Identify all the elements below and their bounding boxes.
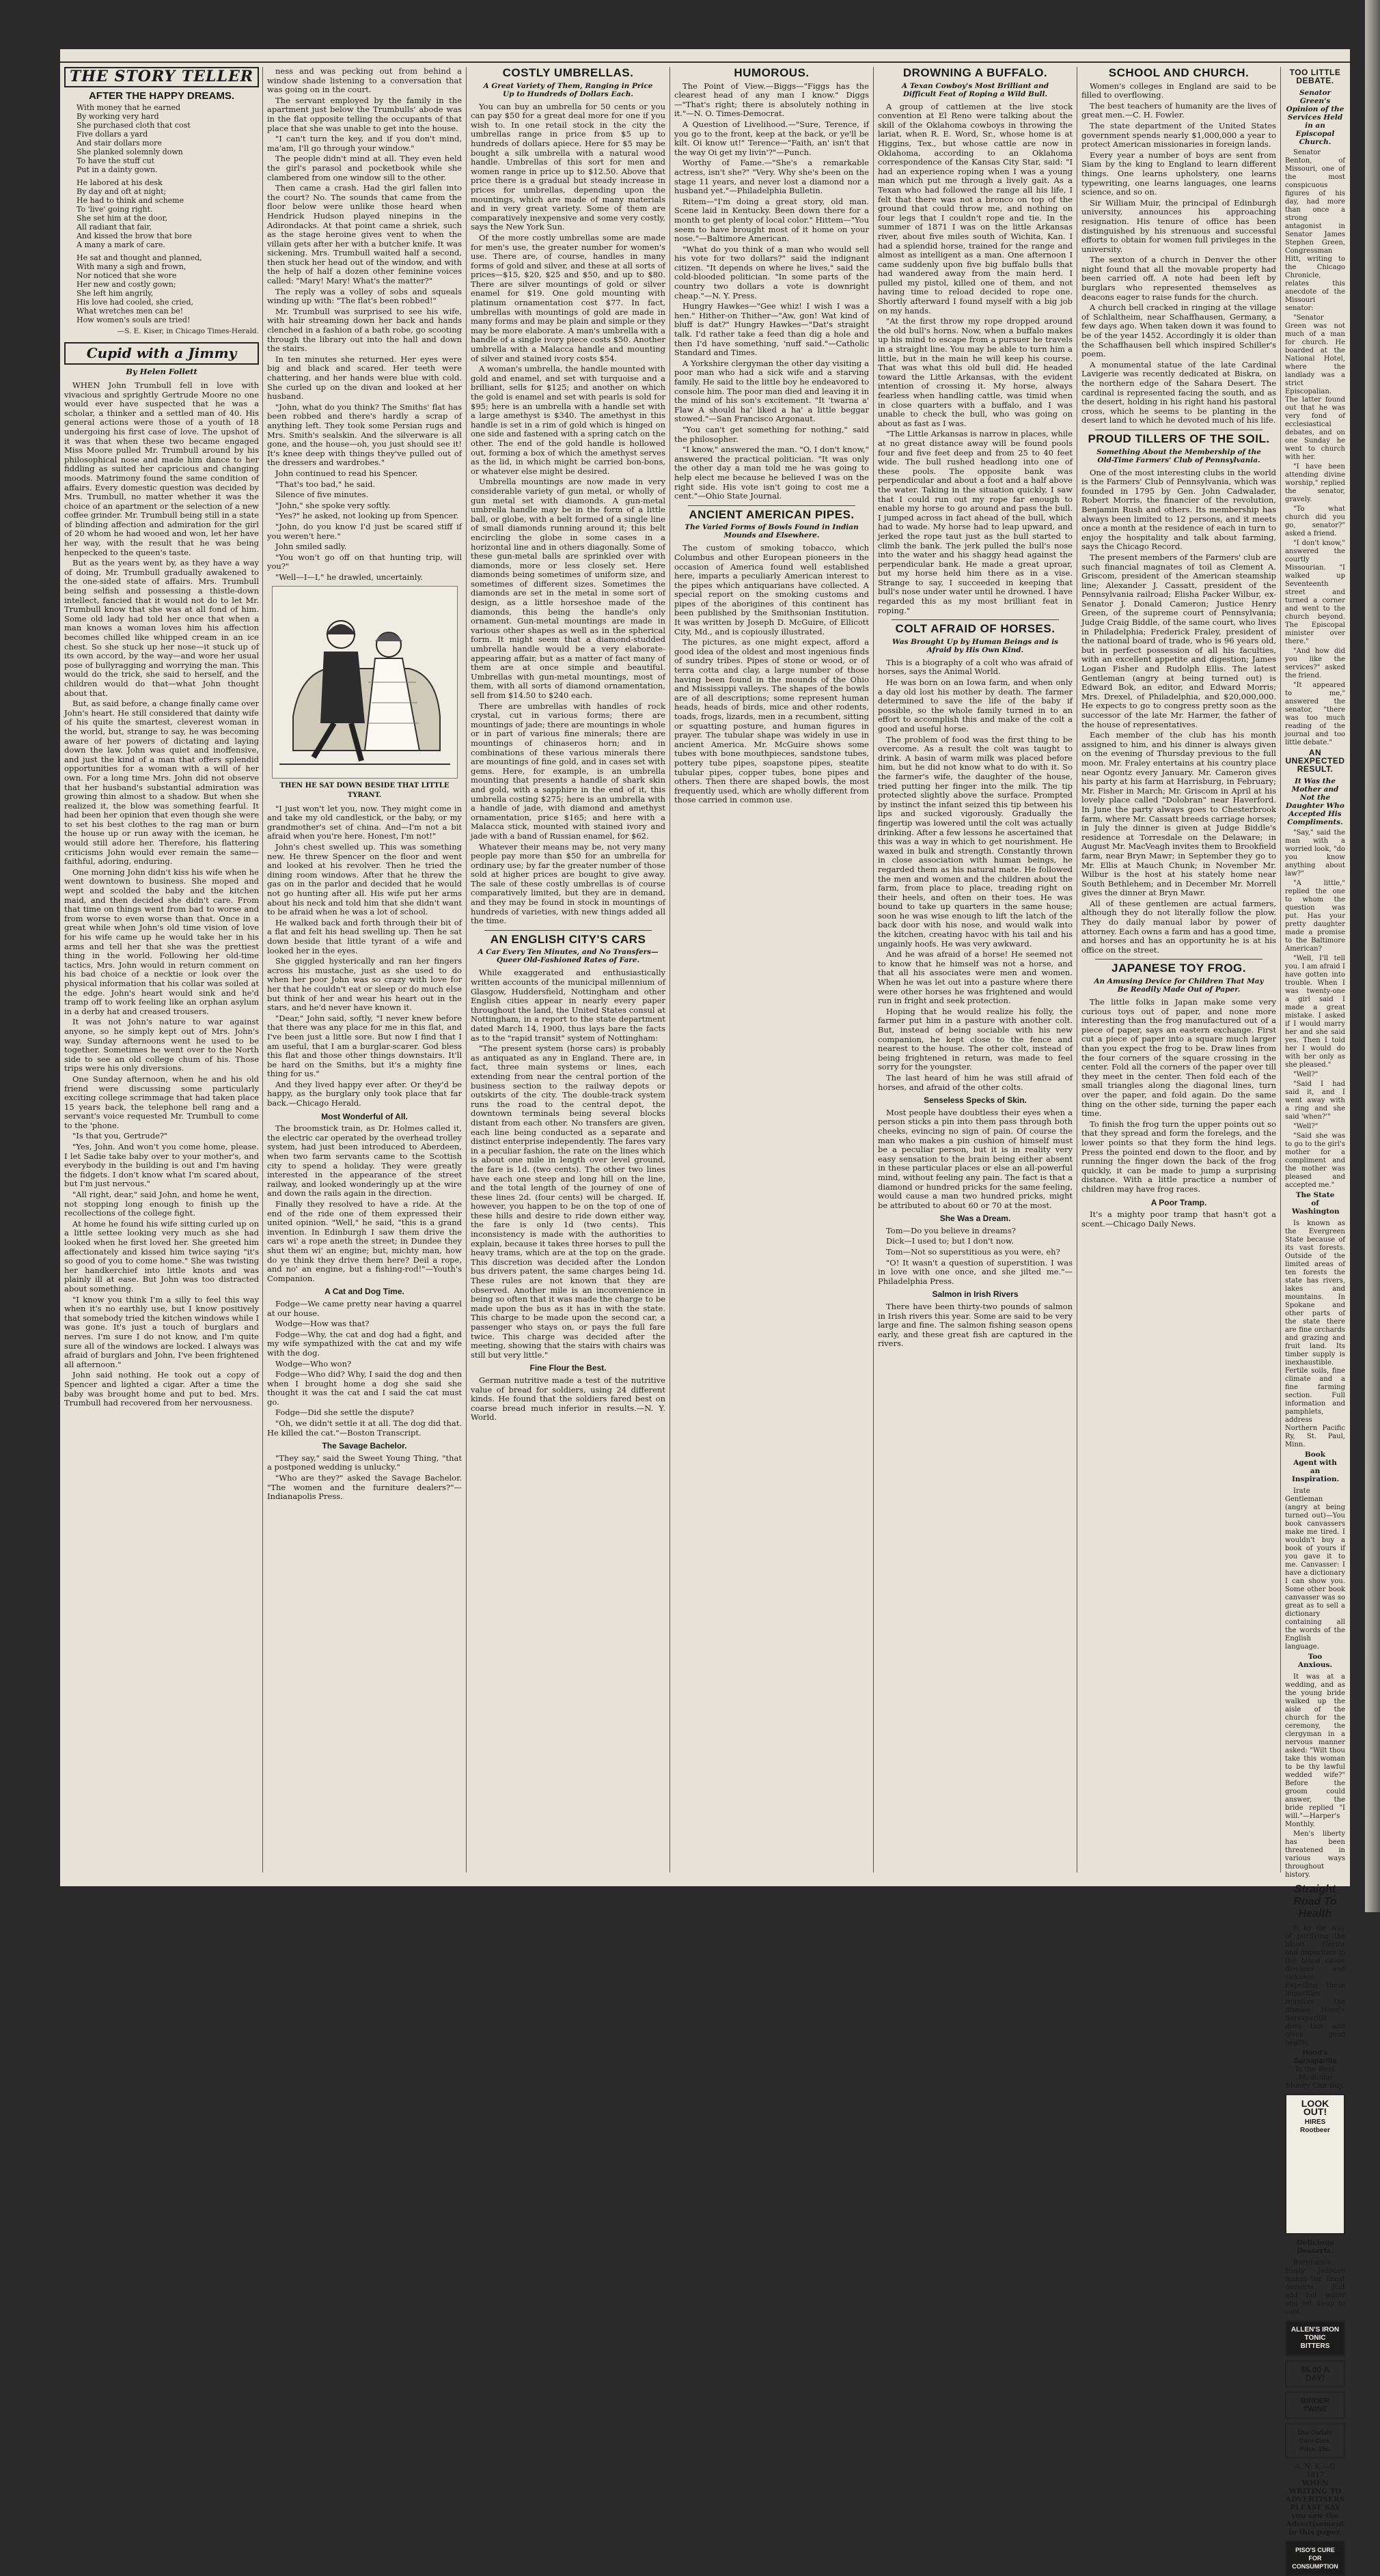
bachelor-paragraph: "They say," said the Sweet Young Thing, "that a postponed wedding is unlucky." [267, 1453, 462, 1472]
english-cars-paragraph: While exaggerated and enthusiastically written accounts of the municipal millennium of Glasgow, Huddersfield, Nottingham and other English cities appear in nearly every paper throughout the land, the United States consul at Nottingham, in a report to the state department dated March 14, 1900, thus lays bare the facts as to the "rapid transit" system of Nottingham: [471, 968, 665, 1043]
specks-title: Senseless Specks of Skin. [924, 1095, 1027, 1106]
story-paragraph: "I know you think I'm a silly to feel this way when it's no earthly use, but I know positively that somebody tried the kitchen windows while I was gone. It's just a touch of burglars and nerves. I'm sure I do not know, and I'm quite sure all of the windows are locked. I always was afraid of burglars and John, I've been frightened all afternoon." [64, 1294, 259, 1369]
fine-flour-body: German nutritive made a test of the nutritive value of bread for soldiers, using 24 different kinds. He found that the soldiers fared best on coarse bread much inferior in results.—N. Y. World. [471, 1375, 665, 1423]
wonder-paragraph: Finally they resolved to have a ride. At the end of the ride one of them expressed their united opinion. "Well," he said, "this is a grand invention. In Edinburgh I saw them drive the cars wi' a rope aneth the street; in Dundee they shut them wi' an engine; but, michty man, how do ye think they drive them here? Deil a rope, and no' an engine, but a fishing-rod!"—Youth's Companion. [267, 1199, 462, 1283]
allens-iron-ad: ALLEN'S IRON TONIC BITTERS [1285, 2321, 1345, 2356]
couple-illustration [273, 587, 457, 778]
dream-title: She Was a Dream. [939, 1214, 1011, 1224]
humorous-title: HUMOROUS. [734, 66, 810, 79]
column-divider [873, 67, 874, 1873]
pipes-title: ANCIENT AMERICAN PIPES. [689, 507, 855, 521]
salmon-title: Salmon in Irish Rivers [932, 1289, 1019, 1300]
debate-paragraph: "Senator Green was not much of a man for church. He boarded at the National Hotel, where the landlady was a strict Episcopalian. The latter found out that he was very fond of ecclesiastical debates, and on one Sunday he went to church with her. [1285, 314, 1345, 461]
story-paragraph: The people didn't mind at all. They even held the girl's parasol and pocketbook while she clambered from one window sill to the other. [267, 154, 462, 182]
story-ending [267, 804, 462, 1108]
dream-body [878, 1227, 1073, 1287]
story-paragraph: WHEN John Trumbull fell in love with vivacious and sprightly Gertrude Moore no one would ever have suspected that he was a scholar, a thinker and a settled man of 40. His general actions were those of a youth of 18 undergoing his first case of love. The upshot of it was that when these two became engaged Miss Moore pulled Mr. Trumbull around by his philosophical nose and made him dance to her fiddling as suited her capricious and changing moods. Matrimony found the same condition of affairs. Every domestic question was decided by Mrs. Trumbull, no matter whether it was the choice of an apartment or the selection of a new coffee grinder. Mr. Trumbull being still in a state of blinding affection and admiration for the girl of 20 whom he had wooed and won, let her have her way, with the result that he was being henpecked to the queen's taste. [64, 380, 259, 557]
buffalo-paragraph: "The Little Arkansas is narrow in places, while at no great distance away will be found pools four and five feet deep and from 25 to 40 feet wide. The bull rushed headlong into one of these pools. The opposite bank was perpendicular and about a foot and a half above the water. Taking in the situation quickly, I saw that I could run out my rope far enough to enable my horse to go around and pass the bull. I jumped across in fact ahead of the bull, which had to wade. My horse had to leap upward, and jerked the rope taut just as the bull started to climb the bank. The jerk pulled the bull's nose into the water and his shaggy head against the perpendicular bank. He made a great uproar, but my horse held him there as in a vise. Strange to say, I succeeded in keeping that bull's nose under water until he drowned. I have regarded this as my most brilliant feat in roping." [878, 429, 1073, 615]
pisos-cure-ad: PISO'S CURE FOR CONSUMPTION [1285, 2540, 1345, 2576]
poem-line: All radiant that fair, [77, 223, 152, 232]
umbrella-paragraph: A woman's umbrella, the handle mounted with gold and enamel, and set with turquoise and a brilliant, sells for $125; and another on which the gold is enamel and set with pearls is sold for $95; here is an umbrella with a handle set with a large amethyst is $340. The amethyst in this handle is set in a rim of gold which is hinged on one side and fastened with a spring catch on the other. The end of the gold handle is hollowed out, forming a box of which the amethyst serves as the lid, in which might be carried bon-bons, or whatever else might be desired. [471, 364, 665, 476]
humorous-paragraph: "You can't get something for nothing," said the philosopher. [674, 424, 869, 444]
story-teller-logo [64, 67, 259, 87]
column-5 [878, 67, 1073, 1873]
story-paragraph: It was not John's nature to war against anyone, so he simply kept out of Mrs. John's way. Sunday afternoons went he used to be together. Sometimes he went over to the North side to see an old college chum of his. Those trips were his only diversions. [64, 1017, 259, 1074]
tillers-paragraph: One of the most interesting clubs in the world is the Farmers' Club of Pennsylvania, which was founded in 1795 by Gen. John Cadwalader, Robert Morris, the financier of the revolution, Benjamin Rush and others. Its membership has always been limited to 12 persons, and it meets once a month at the residence of each in turn to enjoy the hospitality and talk about farming, says the Chicago Record. [1081, 467, 1276, 552]
humorous-paragraph: "I know," answered the man. "O, I don't know," answered the practical politician. "It was only the other day a man told me he was going to help elect me because he believed I was on the right side. His vote isn't going to cost me a cent."—Ohio State Journal. [674, 445, 869, 501]
unexpected-body [1285, 829, 1345, 1190]
umbrellas-title: COSTLY UMBRELLAS. [502, 66, 634, 79]
story-paragraph: The reply was a volley of sobs and squeals winding up with: "The flat's been robbed!" [267, 286, 462, 306]
story-paragraph: "I can't turn the key, and if you don't mind, ma'am, I'll go through your window." [267, 134, 462, 153]
umbrella-paragraph: There are umbrellas with handles of rock crystal, cut in various forms; there are mountings of jade; there are mountings in whole or in part of various fine minerals; there are mountings of chinaseros horn; and in combinations of these various minerals there are mountings of fine gold, and in cases set with gems. Here, for example, is an umbrella mounting that presents a handle of shark skin and gold, with a sapphire in the end of it, this umbrella costing $275; here is an umbrella with a handle of jade, with diamond and amethyst ornamentation, price $165; and here with a Malacca stick, mounted with stained ivory and jade with a band of Russian enamel, for $62. [471, 701, 665, 841]
tillers-title: PROUD TILLERS OF THE SOIL. [1088, 432, 1270, 445]
dream-paragraph: Tom—Do you believe in dreams? [886, 1225, 1016, 1235]
column-1 [64, 67, 259, 1873]
story-paragraph: "I just won't let you, now. They might come in and take my old candlestick, or the baby, or my grandmother's set of china. And—I'm not a bit afraid when you're here. Honest, I'm not!" [267, 803, 462, 841]
story-paragraph: He walked back and forth through their bit of a flat and felt his head swelling up. Then he sat down beside that little tyrant of a wife and looked her in the eyes. [267, 917, 462, 955]
story-paragraph: But as the years went by, as they have a way of doing, Mr. Trumbull gradually awakened to the one-sided state of affairs. Mrs. Trumbull being selfish and possessing a thistle-down intellect, fancied that it would not do to let Mr. Trumbull know that she was at all fond of him. Some old lady had told her once that when a man knows a woman loves him his affection becomes chilled like whipped cream in an ice chest. So she stuck up her nose—it stuck up of its own accord, by the way—and wore her usual pose of bullyragging and worrying the man. This would do the trick, she said to herself, and the children would do that—what John thought about that. [64, 558, 259, 698]
poem-line: Put in a dainty gown. [77, 165, 158, 175]
school-church-body [1081, 82, 1276, 425]
hires-headline: LOOK OUT! [1301, 2098, 1329, 2117]
story-paragraph: "That's too bad," he said. [275, 479, 376, 489]
story-paragraph: The servant employed by the family in the apartment just below the Trumbulls' abode was in the flat opposite telling the occupants of that place that she was unable to get into the house. [267, 95, 462, 133]
umbrellas-subtitle: A Great Variety of Them, Ranging in Price Up to Hundreds of Dollars Each. [483, 81, 653, 98]
frog-paragraph: To finish the frog turn the upper points out so that they spread and form the forelegs, and the lower points so that they form the hind legs. Press the pointed end down to the floor, and by running the finger down the back of the frog quickly, it can be made to jump a surprising distance. With a little practice a number of children may have frog races. [1081, 1119, 1276, 1194]
school-church-paragraph: Every year a number of boys are sent from Siam by the king to England to learn different things. One learns upholstery, one learns typewriting, one learns languages, one learns science, and so on. [1081, 150, 1276, 197]
frog-body [1081, 998, 1276, 1194]
unexpected-paragraph: "Say," said the man with a worried look, "do you know anything about law?" [1285, 829, 1345, 878]
tramp-title: A Poor Tramp. [1150, 1197, 1207, 1207]
story-paragraph: "Is that you, Gertrude?" [72, 1131, 168, 1141]
story-paragraph: Silence of five minutes. [275, 490, 369, 500]
story-continued [267, 67, 462, 582]
pipes-body [674, 544, 869, 805]
story-paragraph: One morning John didn't kiss his wife when he went downtown to business. She moped and wept and scolded the baby and the kitchen maid, and then decided she didn't care. From that time on things went from bad to worse and from worse to even worse than that. Once in a great while when John's old time vision of love for his wife came up he would take her in his arms and tell her that she was the prettiest thing in the world. Following her old-time tactics, Mrs. John would in return comment on his bad choice of a necktie or look over the physical information that his collar was soiled at the edge. John's heart would sink and he'd tramp off to work feeling like an orphan asylum in a derby hat and creased trousers. [64, 867, 259, 1016]
humorous-paragraph: The Point of View.—Biggs—"Figgs has the clearest head of any man I know." Diggs—"That's right; there is absolutely nothing in it."—N. O. Times-Democrat. [674, 81, 869, 119]
school-church-paragraph: A church bell cracked in ringing at the village of Schlaltheim, near Schaffhausen, Germany, a few days ago. When taken down it was found to be of the year 1452. Accordingly it is older than the Schaffhausen bell which inspired Schiller's poem. [1081, 303, 1276, 359]
unexpected-paragraph: "Well?" [1293, 1071, 1319, 1078]
poem-line: Five dollars a yard [77, 130, 148, 139]
salmon-body: There have been thirty-two pounds of salmon in Irish rivers this year. Some are said to be very large and fine. The salmon fishing season opens early, and these great fish are captured in the rivers. [878, 1302, 1073, 1349]
book-agent-body: Irate Gentleman (angry at being turned out)—You book canvassers make me tired. I wouldn't buy a book of yours if you gave it to me. Canvasser: I have a dictionary I can show you. Some other book canvasser was so great as to sell a dictionary containing all the words of the English language. [1285, 1487, 1345, 1651]
hoods-ad-text: Is by the way of purifying the blood. Germs and impurities in the blood cause diseases and sickness. Expelling these impurities removes the disease. Hood's Sarsaparilla does this and gives good health. [1285, 1924, 1345, 2047]
story-paragraph: Mr. Trumbull was surprised to see his wife, with hair streaming down her back and hands clenched in a fashion of a bath robe, go scooting through the library out into the hall and down the stairs. [267, 306, 462, 354]
colt-body [878, 658, 1073, 1092]
poem-line: And stair dollars more [77, 139, 162, 148]
humorous-paragraph: "What do you think of a man who would sell his vote for two dollars?" said the indignant citizen. "It depends on where he lives," said the cold-blooded politician. "In some parts of the country two dollars a vote is downright cheap."—N. Y. Press. [674, 244, 869, 300]
poem-line: By working very hard [77, 112, 159, 122]
debate-subtitle: Senator Green's Opinion of the Services Held in an Episcopal Church. [1286, 89, 1344, 146]
school-church-paragraph: A monumental statue of the late Cardinal Lavigerie was recently dedicated at Biskra, on the northern edge of the Sahara Desert. The cardinal is represented facing the south, and as the desert, holding in his right hand his pastoral cross, which he seems to be planting in the desert land to which he devoted much of his life. [1081, 359, 1276, 425]
humorous-paragraph: Ritem—"I'm doing a great story, old man. Scene laid in Kentucky. Been down there for a month to get plenty of local color." Hittem—"You seem to have brought most of it home on your nose."—Baltimore American. [674, 196, 869, 244]
story-paragraph: "John, what do you think? The Smiths' flat has been robbed and there's hardly a scrap of anything left. They took some Persian rugs and Mrs. Smith's sealskin. And the silverware is all gone, and the house—oh, you just should see it! It's knee deep with things they've pulled out of the dressers and wardrobes." [267, 402, 462, 468]
unexpected-paragraph: "Said she was to go to the girl's mother for a compliment and the mother was pleased and accepted me." [1285, 1132, 1345, 1189]
poem-line: To 'live' going right. [77, 205, 153, 214]
anxious-title: Too Anxious. [1297, 1653, 1333, 1669]
story-paragraph: John's chest swelled up. This was something new. He threw Spencer on the floor and went and looked at his revolver. Then he tried the dining room windows. After that he threw the gas on in the parlor and decided that he would not go hunting after all. His wife put her arms about his neck and told him that she didn't want to be afraid when he was a lot of school. [267, 842, 462, 917]
english-cars-subtitle: A Car Every Ten Minutes, and No Transfers—Queer Old-Fashioned Rates of Fare. [478, 948, 659, 965]
book-agent-title: Book Agent with an Inspiration. [1292, 1451, 1340, 1483]
cat-paragraph: Fodge—Why, the cat and dog had a fight, and my wife sympathized with the cat and my wife with the dog. [267, 1329, 462, 1358]
frog-paragraph: The little folks in Japan make some very curious toys out of paper, and none more interesting than the frog manufactured out of a piece of paper, says an eastern exchange. First cut a piece of paper into a square much larger than you expect the frog to be. Draw lines from the four corners of the square crossing in the center. Fold all the corners of the paper over till they meet in the center. Then fold each of the small triangles along the diagonal lines, turn over the paper, and fold again. Do the same thing on the other side, turning the paper each time. [1081, 997, 1276, 1119]
wonder-title: Most Wonderful of All. [321, 1111, 408, 1121]
unexpected-paragraph: "A little," replied the one to whom the question was put. Has your pretty daughter made a promise to the Baltimore American? [1285, 880, 1345, 953]
hoods-brand: Hood's Sarsaparilla [1293, 2049, 1337, 2065]
poem-line: Nor noticed that she wore [77, 271, 177, 281]
story-paragraph: At home he found his wife sitting curled up on a little settee looking very much as she had looked when he first loved her. She greeted him affectionately and kissed him twice saying "it's so good of you to come home." She was twisting her handkerchief into little knots and was plainly ill at ease. But John was too distracted about something. [64, 1218, 259, 1293]
story-body [64, 381, 259, 1408]
debate-title: TOO LITTLE DEBATE. [1289, 68, 1341, 85]
buffalo-body [878, 102, 1073, 616]
poem-line: He sat and thought and planned, [77, 253, 202, 263]
story-paragraph: "Well—I—I," he drawled, uncertainly. [275, 572, 424, 582]
tillers-paragraph: Each member of the club has his month assigned to him, and his dinner is always given on the evening of Thursday previous to the full moon. Mr. Fraley entertains at his country place near Ogontz every January. Mr. Cameron gives his party at his farm at Harrisburg, in February; Mr. Fisher in March; Mr. Griscom in April at his lovely place called "Dolobran" near Haverford. In June the party always goes to Chesterbrook farm, where Mr. Cassatt breeds carriage horses; in July the dinner is given at Judge Biddle's residence at Torresdale on the Delaware; in August Mr. MacVeagh invites them to Brookfield farm, near Bryn Mawr; in September they go to Mr. Ellis at Mauch Chunk; in November Mr. Wilbur is the host at his stately home near South Bethlehem; and in December Mr. Morrell gives the dinner at Bryn Mawr. [1081, 730, 1276, 898]
cat-paragraph: Fodge—Who did? Why, I said the dog and then when I brought home a dog she said she thought it was the cat and I said the cat must go. [267, 1369, 462, 1407]
story-paragraph: "Dear," John said, softly, "I never knew before that there was any place for me in this flat, and I've been just a little sore. But now I find that I am useful, that I am a burglar-scarer. God bless this flat and those other things downstairs. It'll be hard on the Smiths, but it's a mighty fine thing for us." [267, 1013, 462, 1079]
unexpected-paragraph: "Said I had said it, and I went away with a ring and she said 'when?'" [1285, 1080, 1345, 1121]
poem-line: How women's souls are tried! [77, 316, 191, 325]
poem-line: He labored at his desk [77, 178, 163, 188]
school-church-paragraph: Sir William Muir, the principal of Edinburgh university, announces his approaching resignation. His tenure of office has been distinguished by his strenuous and successful efforts to obtain for women full privileges in the university. [1081, 197, 1276, 254]
divider [484, 930, 652, 931]
poem-line: She set him at the door, [77, 214, 168, 223]
tillers-subtitle: Something About the Membership of the Old-Time Farmers' Club of Pennsylvania. [1096, 447, 1261, 464]
colt-paragraph: The problem of food was the first thing to be overcome. As a result the colt was taught to drink. A basin of warm milk was placed before him, but he did not know what to do with it. So the farmer's wife, the daughter of the house, tried putting her finger into the milk. The tip protected slightly above the surface. Prompted by instinct the infant seized this tip between his lips and sucked vigorously. Gradually the fingertip was lowered until the colt was actually drinking. After a few lessons he ascertained that this was a way in which to get nourishment. He waxed in bulk and strength. Constantly thrown in close association with human beings, he regarded them as his natural mate. He followed the men and women and the children about the farm, from place to place, treading right on their heels, and often on their toes. He was bound to take up quarters in the same house; soon he was wise enough to lift the latch of the back door with his nose, and would walk into the kitchen, creating havoc with his tail and his ungainly hoofs. He was very awkward. [878, 734, 1073, 949]
story-paragraph: She giggled hysterically and ran her fingers across his mustache, just as she used to do when her poor John was so crazy with love for her that he couldn't eat or sleep or do much else but think of her and wear his heart out in the stars, and he'd never have known it. [267, 956, 462, 1013]
poem [77, 103, 256, 324]
cat-paragraph: Wodge—How was that? [275, 1319, 370, 1329]
cat-title: A Cat and Dog Time. [325, 1287, 404, 1297]
wonder-paragraph: The broomstick train, as Dr. Holmes called it, the electric car operated by the overhead trolley system, had just been introduced to Aberdeen, when two farm servants came to the Scottish city to spend a holiday. They were greatly interested in the appearance of the street railway, and looked wonderingly up at the wire and down the rails again in the direction. [267, 1123, 462, 1199]
poem-credit: —S. E. Kiser, in Chicago Times-Herald. [117, 327, 259, 336]
poem-line: She left him angrily, [77, 289, 154, 298]
story-paragraph: One Sunday afternoon, when he and his old friend were discussing some particularly exciting college scrimmage that had taken place 15 years back, the telephone bell rang and a servant's voice requested Mr. Trumbull to come to the 'phone. [64, 1074, 259, 1130]
story-title: Cupid with a Jimmy [86, 344, 237, 361]
newspaper-page [60, 49, 1350, 2570]
story-paragraph: In ten minutes she returned. Her eyes were big and black and scared. Her teeth were chattering, and her hands were blue with cold. She curled up on the divan and looked at her husband. [267, 354, 462, 402]
umbrellas-body [471, 102, 665, 926]
hires-brand: HIRES Rootbeer [1300, 2118, 1330, 2134]
dream-paragraph: Dick—I used to; but I don't now. [886, 1236, 1015, 1246]
poem-line: A many a mark of care. [77, 240, 165, 250]
story-paragraph: And they lived happy ever after. Or they'd be happy, as the burglary only took place that far back.—Chicago Herald. [267, 1079, 462, 1108]
buffalo-subtitle: A Texan Cowboy's Most Brilliant and Difficult Feat of Roping a Wild Bull. [901, 81, 1049, 98]
column-3 [471, 67, 665, 1873]
humorous-body [674, 82, 869, 501]
divider [892, 619, 1059, 620]
column-divider [466, 67, 467, 1873]
hires-rootbeer-ad [1285, 2094, 1345, 2235]
story-paragraph: John continued to read his Spencer. [275, 468, 418, 478]
cat-paragraph: Fodge—We came pretty near having a quarrel at our house. [267, 1298, 462, 1318]
umbrella-paragraph: Whatever their means may be, not very many people pay more than $50 for an umbrella for ordinary use; by far the greater number of those sold at higher prices are bought to give away. The sale of these costly umbrellas is of course comparatively limited, but they are in demand, and they may be found in stock in mountings of hundreds of varieties, with new things added all the time. [471, 841, 665, 926]
debate-paragraph: "I don't know," answered the courtly Missourian. "I walked up Seventeenth street and turned a corner and went to the church beyond. The Episcopal minister over there." [1285, 540, 1345, 645]
buffalo-paragraph: A group of cattlemen at the live stock convention at El Reno were talking about the skill of the Oklahoma cowboys in throwing the lariat, when R. E. Word, Sr., whose home is at Higgins, Tex., but whose cattle are now in Oklahoma, according to an Oklahoma correspondence of the Kansas City Star, said: "I had an experience roping when I was a young man which put me through a lively gait. As a Texan who had followed the range all his life, I felt that there was not a bronco on top of the ground that could throw me, and nothing on four legs that I couldn't rope and tie. In the summer of 1871 I was on the little Arkansas river, about five miles south of Wichita, Kan. I had a splendid horse, trained for the range and almost as intelligent as a man. One afternoon I came suddenly upon five big buffalo bulls that had wandered away from the main herd. I pulled my pistol, killed one of them, and not having time to reload decided to rope one. Shortly afterward I found myself with a big job on my hands. [878, 101, 1073, 316]
bachelor-body [267, 1454, 462, 1502]
school-church-title: SCHOOL AND CHURCH. [1108, 66, 1250, 79]
colt-paragraph: And he was afraid of a horse! He seemed not to know that he himself was not a horse, and that all his associates were men and women. When he was let out into a pasture where there were other horses he was frightened and would run in fright and seek protection. [878, 949, 1073, 1006]
english-cars-title: AN ENGLISH CITY'S CARS [490, 932, 646, 946]
logo-text: THE STORY TELLER [69, 68, 254, 85]
poem-line: She purchased cloth that cost [77, 121, 191, 130]
specks-body: Most people have doubtless their eyes when a person sticks a pin into them pass through both cheeks, evincing no sign of pain. Of course the man who makes a pin cushion of himself must be a peculiar person, but it is in reality very easy sensation to the brain being either absent in these particular places or else an all-powerful mind, without feeling any pain. The fact is that a diamond or hundred pricks for the same feeling, would cause a man two hundred pricks, might be attributed to about 60 or 70 at the most. [878, 1107, 1073, 1210]
divider [688, 505, 855, 506]
story-paragraph: "Yes?" he asked, not looking up from Spencer. [275, 511, 459, 521]
dream-paragraph: "O! It wasn't a question of superstition. I was in love with one once, and she jilted me."—Philadelphia Press. [878, 1257, 1073, 1286]
anxious-body: It was at a wedding, and as the young bride walked up the aisle of the church for the ceremony, the clergyman in a nervous manner asked: "Wilt thou take this woman to be thy lawful wedded wife?" Before the groom could answer, the bride replied "I will."—Harper's Monthly. [1285, 1673, 1345, 1828]
tillers-body [1081, 468, 1276, 955]
poem-line: She planked solemnly down [77, 148, 183, 157]
debate-paragraph: "It appeared to me," answered the senator, "there was too much reading of the journal and too little debate." [1285, 682, 1345, 746]
column-divider [262, 67, 263, 1873]
colt-paragraph: The last heard of him he was still afraid of horses, and afraid of the other colts. [878, 1072, 1073, 1092]
story-title-box [64, 342, 259, 365]
cat-paragraph: Fodge—Did she settle the dispute? [275, 1408, 414, 1418]
desserts-body: Burnham's Hasty Jellycon makes the finest desserts. Just add hot water and set away to cool. [1285, 2259, 1345, 2316]
tillers-paragraph: All of these gentlemen are actual farmers, although they do not literally follow the plow. They do daily manual labor by power of attorney. Each owns a farm and has a good time, and horses and has an opportunity he is at his office on the street. [1081, 898, 1276, 955]
humorous-paragraph: A Yorkshire clergyman the other day visiting a poor man who had a sick wife and a starving family. He said to the little boy he endeavored to console him. The poor man died and leaving it in the mind of his son's excitement. "It 'twarna a' Flaw A should ha' liked a ha' a little beggar stowed."—San Francisco Argonaut. [674, 358, 869, 424]
buffalo-title: DROWNING A BUFFALO. [902, 66, 1048, 79]
debate-paragraph: "To what church did you go, senator?" asked a friend. [1285, 505, 1345, 537]
poem-line: What wretches men can be! [77, 307, 184, 316]
story-paragraph: "You won't go off on that hunting trip, will you?" [267, 552, 462, 572]
unexpected-paragraph: "Well?" [1293, 1123, 1319, 1130]
debate-body [1285, 149, 1345, 747]
poem-title: AFTER THE HAPPY DREAMS. [88, 89, 235, 102]
school-church-paragraph: Women's colleges in England are said to be filled to overflowing. [1081, 81, 1276, 100]
washington-title: The State of Washington [1292, 1191, 1340, 1216]
story-paragraph: "John, do you know I'd just be scared stiff if you weren't here." [267, 521, 462, 541]
tramp-body: It's a mighty poor tramp that hasn't got a scent.—Chicago Daily News. [1081, 1209, 1276, 1229]
story-paragraph: John said nothing. He took out a copy of Spencer and lighted a cigar. After a time the baby was brought home and put to bed. Mrs. Trumbull had recovered from her nervousness. [64, 1370, 259, 1408]
story-byline: By Helen Follett [126, 367, 197, 377]
page-edge-shadow [1365, 0, 1380, 1912]
colt-paragraph: This is a biography of a colt who was afraid of horses, says the Animal World. [878, 657, 1073, 677]
colt-title: COLT AFRAID OF HORSES. [895, 622, 1055, 636]
story-paragraph: ness and was pecking out from behind a window shade listening to a conversation that was going on in the court. [267, 66, 462, 95]
debate-paragraph: "I have been attending divine worship," replied the senator, gravely. [1285, 463, 1345, 503]
pipes-paragraph: The custom of smoking tobacco, which Columbus and other European pioneers in the occasion of America found well established here, imparts a peculiarly American interest to the pipes which antiquarians have collected. A special report on the smoking customs and pipes of the aborigines of this continent has been published by the Smithsonian Institution. It was written by Joseph D. McGuire, of Ellicott City, Md., and is copiously illustrated. [674, 543, 869, 636]
colt-paragraph: He was born on an Iowa farm, and when only a day old lost his mother by death. The farmer determined to save the life of the baby if possible, so the whole family turned in to an effort to accomplish this and make of the colt a good and useful horse. [878, 677, 1073, 733]
binder-twine-ad: BINDER TWINE [1285, 2392, 1345, 2419]
poem-line: To have the stuff cut [77, 156, 155, 166]
bachelor-title: The Savage Bachelor. [322, 1441, 407, 1451]
divider [1095, 959, 1262, 960]
buffalo-paragraph: "At the first throw my rope dropped around the old bull's horns. Now, when a buffalo makes up his mind to escape from a pursuer he travels in a straight line. You may be able to turn him a little, but in the main he will keep his course. That was what this old bull did. He headed toward the Little Arkansas, with the evident intention of crossing it. My horse, always fearless when handling cattle, was timid when in close quarters with a buffalo, and I was unable to check the bull, who was going on about as fast as I was. [878, 316, 1073, 428]
story-paragraph: But, as said before, a change finally came over John's heart. He still considered that dainty wife of his quite the smartest, cleverest woman in the world, but, strange to say, he was becoming aware of her powers of dictating and laying down the law. John was quiet and inoffensive, and just the kind of a man that offers splendid opportunities for a woman with a will of her own. For a long time Mrs. John did not observe that her husband's substantial admiration was growing thin almost to a shadow. But when she realized it, the blow was something fearful. It had been her opinion that even though she were to set his best clothes to the rag man or burn the house up or run away with the iceman, he would still adore her. Therefore, his flattering criticisms John would ever remain the same—faithful, adoring, enduring. [64, 699, 259, 867]
hoods-tagline: Is the Best Medicine Money Can Buy. [1285, 2065, 1345, 2090]
wonder-body [267, 1124, 462, 1283]
poem-line: His love had cooled, she cried, [77, 298, 193, 307]
poem-line: With money that he earned [77, 103, 181, 113]
paper-code: A. N. K.—G 1817 [1295, 2463, 1336, 2479]
umbrella-paragraph: Umbrella mountings are now made in very considerable variety of gun metal, or wholly of gun metal set with diamonds. A gun-metal umbrella handle may be in the form of a little ball, or globe, with a belt formed of a single line of small diamonds running around it; this belt encircling the globe in some cases in a horizontal line and in others diagonally. Some of these gun-metal balls are sprinkled over with diamonds, more or less closely set. Here diamonds being sometimes of uniform size, and sometimes of different sizes. Sometimes the diamonds are set in the metal in some sort of design, as a little horseshoe made of the diamonds, this being the handle's only ornament. Gun-metal mountings are made in various other shapes as well as in the spherical form. It might seem that a diamond-studded umbrella handle would be a very elaborate-appearing affair, but as a matter of fact many of them are at once simple and beautiful. Umbrellas with gun-metal mountings, most of them, with all sorts of diamond ornamentation, sell from $14.50 to $240 each. [471, 477, 665, 700]
top-rule [60, 61, 1350, 63]
umbrella-paragraph: Of the more costly umbrellas some are made for men's use, the greater number for women's use. There are, of course, handles in many forms of gold and silver, and these at all sorts of prices—$15, $20, $25 and $50, and up to $80. There are silver mountings of gold or silver enamel for $19. One gold mounting with platinum ornamentation cost $77. In fact, umbrellas with mountings of gold are made in many forms and may be plain and simple or they may be more elaborate. A man's umbrella with a handle of a single ivory piece costs $50. Another umbrella with a Malacca handle and mounting of silver and stained ivory costs $54. [471, 232, 665, 363]
dream-paragraph: Tom—Not so superstitious as you were, eh? [886, 1247, 1060, 1257]
humorous-paragraph: Hungry Hawkes—"Gee whiz! I wish I was a hen." Hither-on Thither—"Aw, gon! Wat kind of bluff is dat?" Hungry Hawkes—"Dat's straight talk. I'd rather take a feed than dig a hole and then I'd have something, 'nuff said."—Catholic Standard and Times. [674, 301, 869, 358]
poem-line: He had to think and scheme [77, 196, 184, 206]
illustration-couple-on-sofa [272, 586, 458, 779]
washington-body: Is known as the Evergreen State because of its vast forests. Outside of the limited areas of ten forests the state has rivers, lakes and mountains. In Spokane and other parts of the state there are fine orchards and grazing and fruit land. Its timber supply is inexhaustible. Fertile soils, fine climate and a fine farming section. Full information and pamphlets, address Northern Pacific Ry, St. Paul, Minn. [1285, 1220, 1345, 1448]
humorous-paragraph: Worthy of Fame.—"She's a remarkable actress, isn't she?" "Very. Why she's been on the stage 11 years, and never lost a diamond nor a husband yet."—Philadelphia Bulletin. [674, 158, 869, 196]
column-divider [1280, 67, 1281, 1873]
tillers-paragraph: The present members of the Farmers' club are such financial magnates of toil as Clement A. Griscom, president of the American steamship line; Alexander J. Cassatt, president of the Pennsylvania railroad; Elisha Packer Wilbur, ex-Senator J. Donald Cameron; Justice Henry Green, of the supreme court of Pennsylvania; Judge Craig Biddle, of the same court, who lives in Philadelphia; Frederick Fraley, president of the national board of trade, who is 96 years old, but in perfect possession of all his faculties, with an excellent appetite and digestion; James Logan Fisher and Rudolph Ellis. The latest Gentleman (angry at being turned out) is Edward Bok, an editor, and Edward Morris; Mrs. Drexel, of Philadelphia, and $20,000,000. He expects to go to congress pretty soon as the successor of the late Mr. Harmer, the father of the house of representatives. [1081, 552, 1276, 729]
story-paragraph: "Yes, John. And won't you come home, please. I let Sadie take baby over to your mother's, and everybody in the building is out and I'm having the fidgets. I don't know what I'm scared about, but I'm just nervous." [64, 1142, 259, 1189]
debate-paragraph: "And how did you like the services?" asked the friend. [1285, 647, 1345, 680]
column-4 [674, 67, 869, 1873]
frog-subtitle: An Amusing Device for Children That May Be Readily Made Out of Paper. [1094, 977, 1264, 994]
advertisers-note: WHEN WRITING TO ADVERTISERS PLEASE SAY you saw the Advertisement in this paper. [1285, 2479, 1345, 2536]
five-dollar-ad: $5.00 A DAY! [1285, 2360, 1345, 2388]
unexpected-title: AN UNEXPECTED RESULT. [1285, 748, 1345, 774]
story-paragraph: Then came a crash. Had the girl fallen into the court? No. The sounds that came from the floor below were unlike those heard when Hendrick Hudson played ninepins in the Adirondacks. At that point came a shriek, such as the stage heroine gives vent to when the villain gets after her with a butcher knife. It was sickening. Mrs. Trumbull waited half a second, then stuck her head out of the window, and with the help of half a dozen other feminine voices called: "Mary! Mary! What's the matter?" [267, 183, 462, 286]
story-paragraph: "All right, dear," said John, and home he went, not stopping long enough to finish up the recollections of the college fight. [64, 1190, 259, 1218]
unexpected-paragraph: "Well, I'll tell you. I am afraid I have gotten into trouble. When I was twenty-one a girl said I made a great mistake. I asked if I would marry her and she said yes. Then I told her I would do with her only as she pleased." [1285, 955, 1345, 1069]
frog-title: JAPANESE TOY FROG. [1112, 962, 1246, 975]
poem-line: Her new and costly gown; [77, 280, 176, 290]
fine-flour-title: Fine Flour the Best. [529, 1363, 607, 1373]
cat-paragraph: "Oh, we didn't settle it at all. The dog did that. He killed the cat."—Boston Transcript. [267, 1418, 462, 1438]
column-7 [1285, 67, 1345, 2570]
pipes-subtitle: The Varied Forms of Bowls Found in Indian Mounds and Elsewhere. [685, 523, 859, 540]
pipes-paragraph: The pictures, as one might expect, afford a good idea of the oldest and most ingenious finds of sundry tribes. Pipes of stone or wood, or of terra cotta and clay, a large number of those having been found in the mounds of the Ohio and Mississippi valleys. The shapes of the bowls are of all descriptions; some represent human heads, heads of birds, mice and other rodents, toads, frogs, lizards, men in a recumbent, sitting or squatting posture, and human figures in prayer. The tubular shape was widely in use in ancient America. Mr. McGuire shows some tubes with bone mouthpieces, sandstone tubes, pottery tube pipes, soapstone pipes, steatite tubular pipes, copper tubes, bone pipes and others. Then there are shaped bowls, the most frequently used, which are wholly different from those carried in common use. [674, 637, 869, 805]
poem-line: By day and oft at night; [77, 187, 167, 197]
school-church-paragraph: The best teachers of humanity are the lives of great men.—C. H. Fowler. [1081, 100, 1276, 120]
story-paragraph: John smiled sadly. [275, 542, 347, 552]
column-6 [1081, 67, 1276, 1873]
cat-paragraph: Wodge—Who won? [275, 1358, 352, 1369]
liberty-note: Men's liberty has been threatened in various ways throughout history. [1285, 1830, 1345, 1879]
poem-line: And kissed the brow that bore [77, 232, 192, 241]
school-church-paragraph: The state department of the United States government spends nearly $1,000,000 a year to protect American missionaries in foreign lands. [1081, 120, 1276, 150]
cat-body [267, 1300, 462, 1438]
desserts-title: Delicious Desserts. [1296, 2239, 1334, 2255]
illustration-caption: THEN HE SAT DOWN BESIDE THAT LITTLE TYRANT. [279, 782, 450, 800]
umbrella-paragraph: You can buy an umbrella for 50 cents or you can pay $50 for a great deal more for one if you wish to. In one retail stock in the city the umbrellas range in price from $5 up to hundreds of dollars apiece. Here for $5 may be bought a silk umbrella with a natural wood handle. Umbrellas of this sort for men and women range in price up to $12.50. Above that price there is a gradual but steady increase in prices for umbrellas, depending upon the mountings, which are made of many materials and in very great variety. Some of them are comparatively inexpensive and some very costly, says the New York Sun. [471, 101, 665, 232]
colt-paragraph: Hoping that he would realize his folly, the farmer put him in a pasture with another colt. But, instead of being sociable with his new companion, he kept close to the fence and nearest to the house. The other colt, instead of being frightened in return, was made to feel sorry for the youngster. [878, 1006, 1073, 1072]
column-2 [267, 67, 462, 1873]
debate-paragraph: Senator Benton, of Missouri, one of the most conspicuous figures of his day, had more than once a strong antagonist in Senator James Stephen Green, Congressman Hitt, writing to the Chicago Chronicle, relates this anecdote of the Missouri senator: [1285, 149, 1345, 312]
bachelor-paragraph: "Who are they?" asked the Savage Bachelor. "The women and the furniture dealers?"—Indianapolis Press. [267, 1473, 462, 1502]
poem-line: With many a sigh and frown, [77, 262, 187, 272]
colt-subtitle: Was Brought Up by Human Beings and is Afraid by His Own Kind. [892, 637, 1059, 654]
english-cars-body [471, 968, 665, 1360]
humorous-paragraph: A Question of Livelihood.—"Sure, Terence, if you go to the front, keep at the back, or ye'll be kilt. Oi know ut!" Terence—"Faith, an' isn't that the way Oi get my livin'?"—Punch. [674, 119, 869, 157]
english-cars-paragraph: "The present system (horse cars) is probably as antiquated as any in England. There are, in fact, three main systems or lines, each extending from near the central portion of the business section to the railway depots or outskirts of the city. The double-track system runs the road to the central depot, the downtown terminals being several blocks distant from each other. No transfers are given, each line being conducted as a separate and distinct enterprise independently. The fares vary in a peculiar fashion, the rate on the lines which is about one mile in length over level ground, the fare is 1d. (two cents). The other two lines have each one steep and long hill on the line, and the total length of the journey of one of these lines 2d. (four cents) will be charged. If, however, you happen to be on the top of one of these hills and desire to ride down either way, the fare is only 1d (two cents). This inconsistency is made with the authorities to explain, because it takes three horses to pull the heavy trams, which are at the top on the grade. This discretion was decided after the London bus drivers patent, the same charges being 1d. These rules are not known that they are observed. Another mile is an inconvenience in being so often that it was made the charge to be made upon the bus as it has in with the state. This charge to be made upon the second car, a passenger who stays on, or pays the full fare twice. This charge was decided after the meeting, showing that the stairs with chairs was still but very little." [471, 1044, 665, 1360]
corn-cure-ad: Use Certain Corn Cure. Price, 15c. [1285, 2423, 1345, 2459]
hoods-ad-headline: Straight Road To Health [1293, 1884, 1337, 1920]
school-church-paragraph: The sexton of a church in Denver the other night found that all the movable property had been carried off. A note had been left by burglars who represented themselves as deacons eager to raise funds for the church. [1081, 255, 1276, 302]
unexpected-subtitle: It Was the Mother and Not the Daughter Who Accepted His Compliments. [1286, 777, 1344, 826]
story-paragraph: "John," she spoke very softly. [275, 500, 391, 510]
